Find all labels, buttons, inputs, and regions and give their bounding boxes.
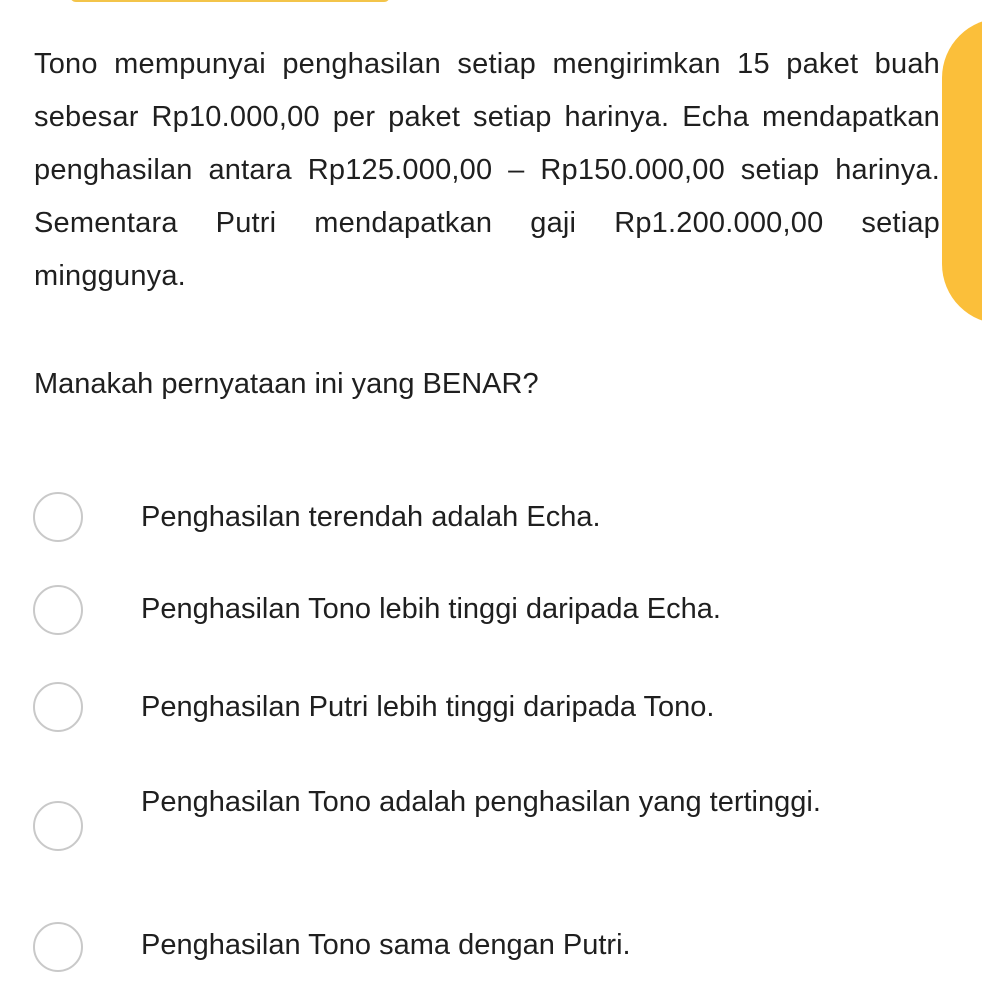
option-label: Penghasilan Putri lebih tinggi daripada Tono.: [141, 691, 715, 723]
question-text: Tono mempunyai penghasilan setiap mengirimkan 15 paket buah sebesar Rp10.000,00 per paket setiap harinya. Echa mendapatkan penghasilan antara Rp125.000,00 – Rp150.000,00 setiap harinya. Sementara Putri mendapatkan gaji Rp1.200.000,00 setiap minggunya.: [34, 48, 940, 292]
question-prompt: Manakah pernyataan ini yang BENAR?: [34, 368, 539, 400]
radio-circle-icon[interactable]: [33, 585, 83, 635]
option-label: Penghasilan terendah adalah Echa.: [141, 501, 601, 533]
question-text-block: [34, 38, 940, 303]
option-label: Penghasilan Tono adalah penghasilan yang tertinggi.: [141, 786, 821, 818]
radio-circle-icon[interactable]: [33, 492, 83, 542]
option-label: Penghasilan Tono sama dengan Putri.: [141, 929, 631, 961]
top-accent-bar: [70, 0, 390, 2]
radio-circle-icon[interactable]: [33, 922, 83, 972]
radio-circle-icon[interactable]: [33, 682, 83, 732]
option-label: Penghasilan Tono lebih tinggi daripada Echa.: [141, 593, 721, 625]
side-accent-tab: [942, 18, 982, 324]
radio-circle-icon[interactable]: [33, 801, 83, 851]
